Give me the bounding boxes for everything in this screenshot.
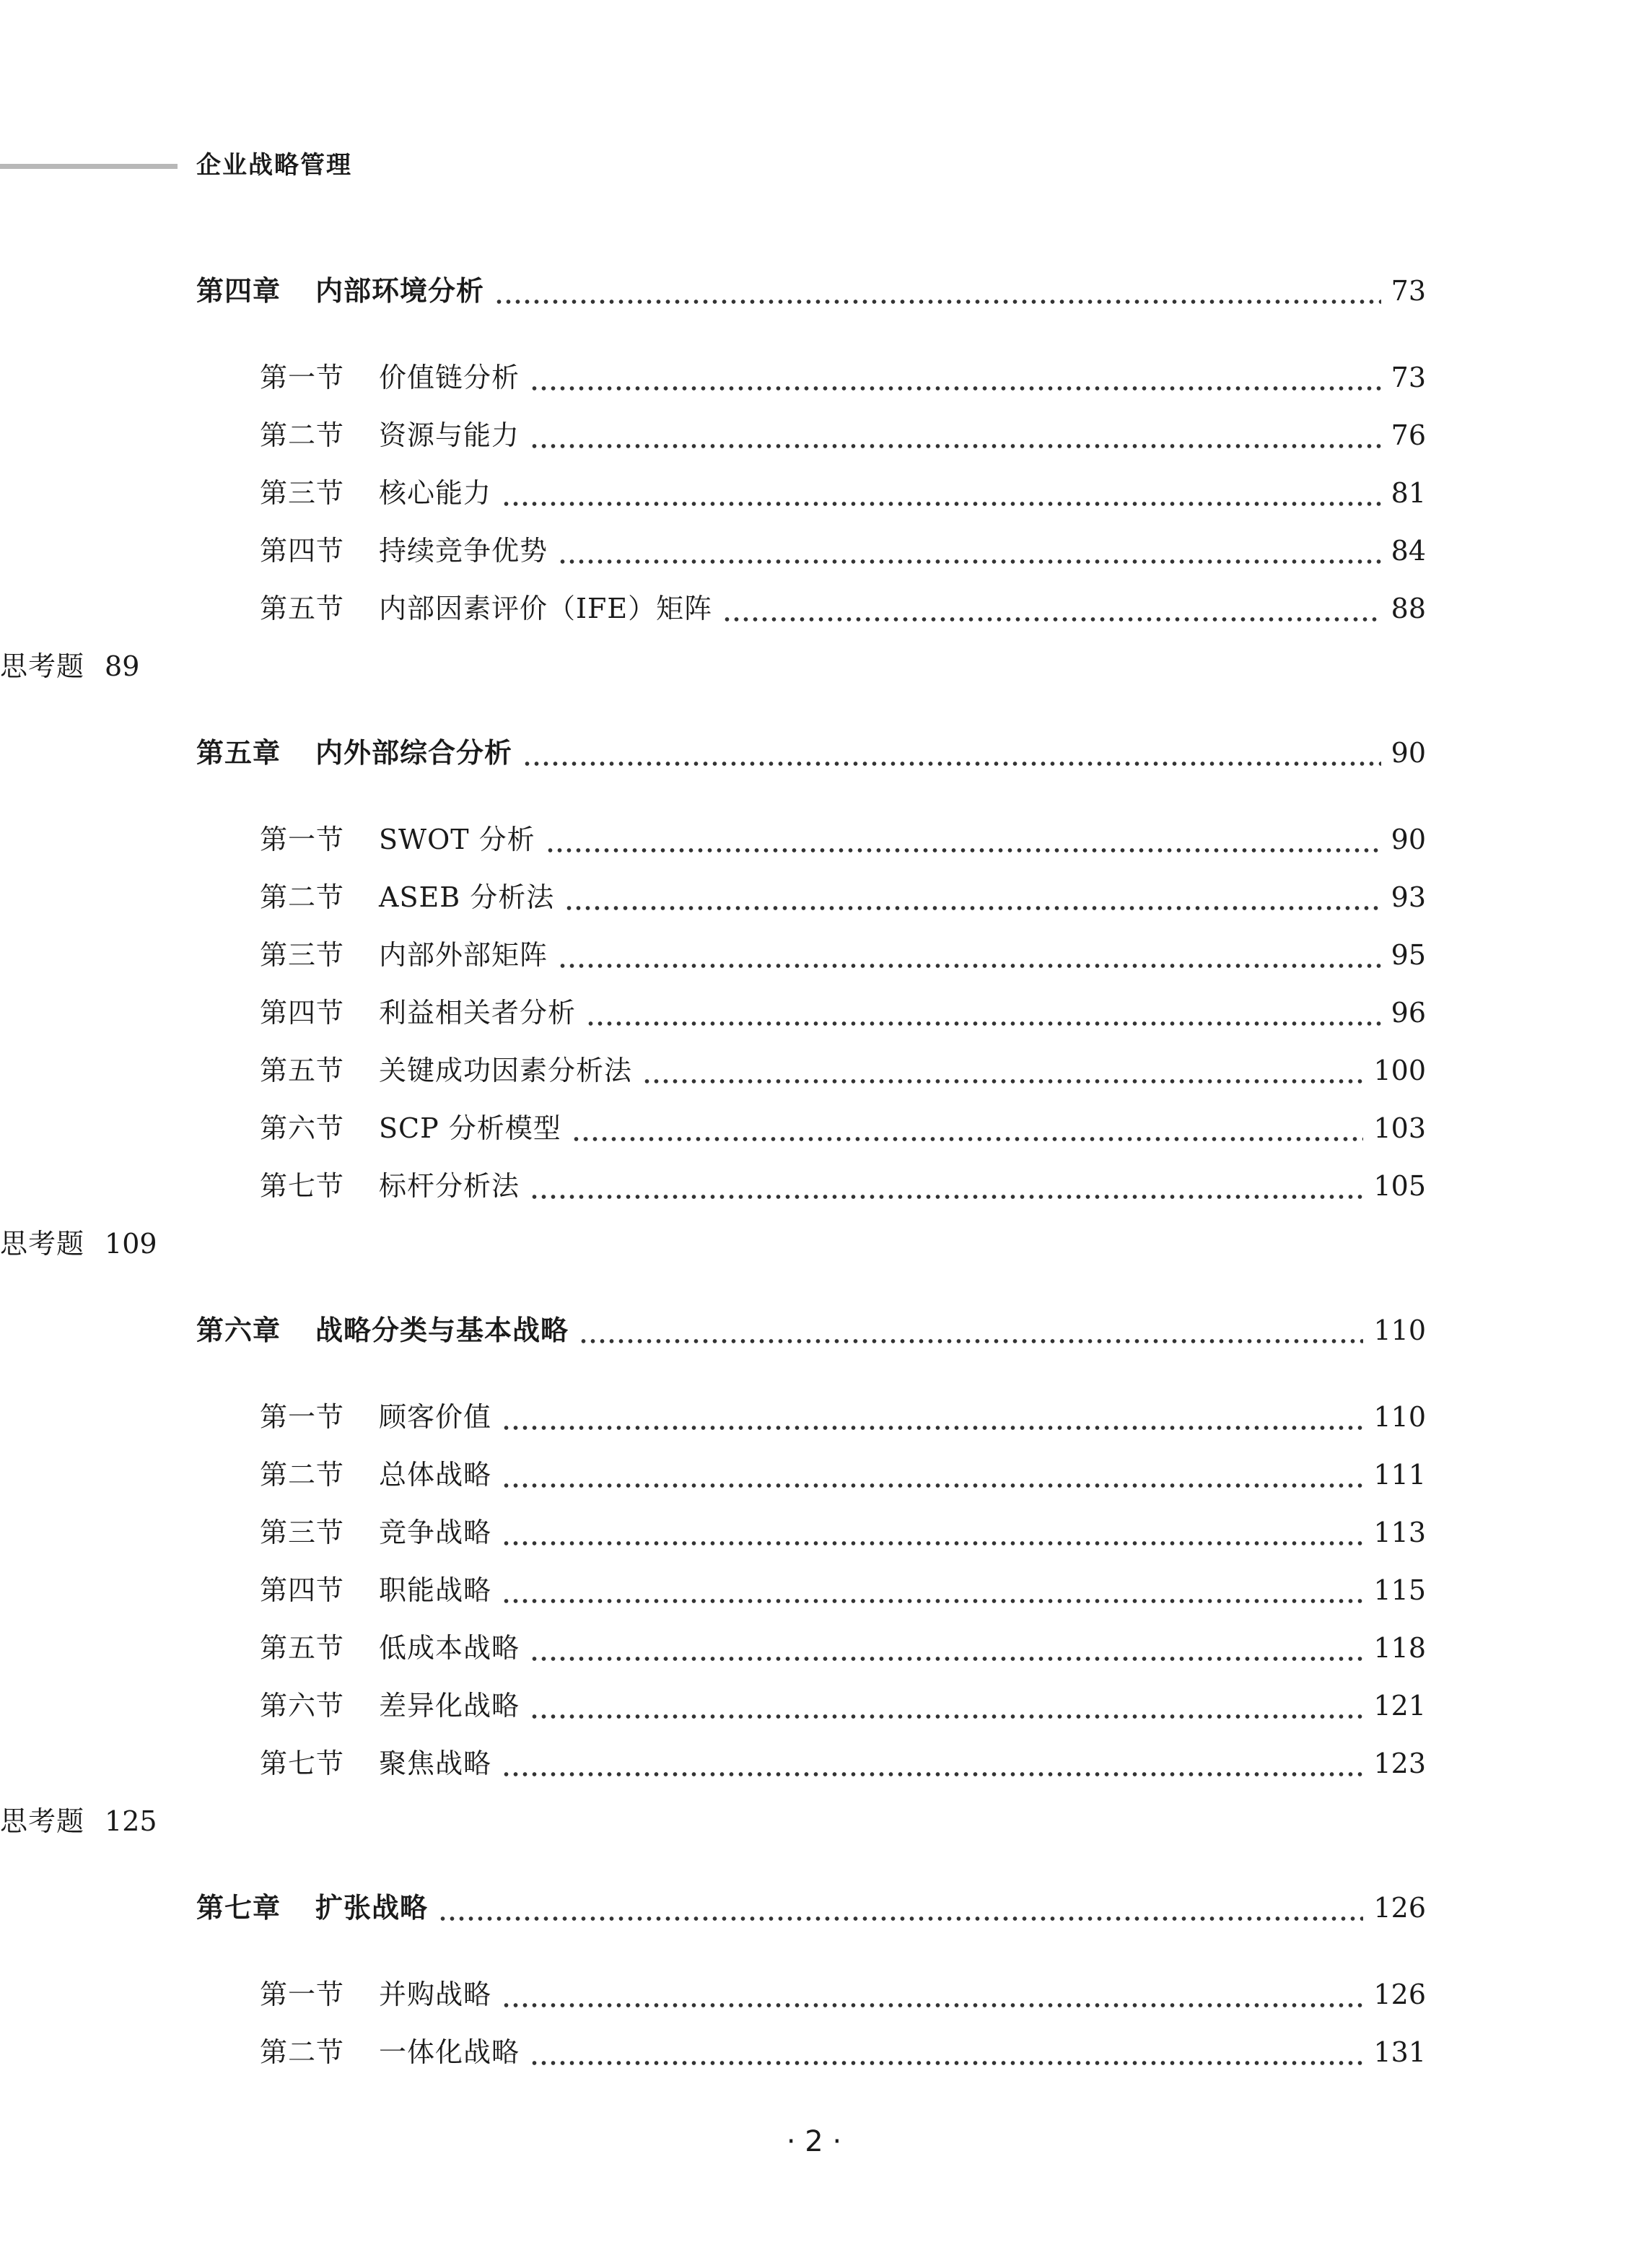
toc-chapter-row[interactable] [196,1310,1426,1351]
toc-page-number: 81 [1391,477,1426,509]
toc-page-number: 76 [1391,419,1426,451]
toc-exercise-row[interactable] [0,1801,157,1841]
toc-page-number: 110 [1373,1314,1426,1346]
toc-section-title: 竞争战略 [379,1517,492,1548]
toc-section-row[interactable] [260,935,1426,975]
toc-chapter-title: 内外部综合分析 [315,737,513,769]
toc-section-title: 低成本战略 [379,1632,520,1664]
toc-section-row[interactable] [260,877,1426,917]
toc-page-number: 110 [1373,1401,1426,1433]
dot-leader [502,1476,1363,1495]
toc-section-title: SWOT 分析 [379,824,535,855]
dot-leader [530,1707,1363,1726]
toc-section-title: 顾客价值 [379,1401,492,1433]
toc-section-row[interactable] [260,1050,1426,1091]
dot-leader [579,1332,1363,1351]
toc-section-title: 利益相关者分析 [379,997,577,1029]
toc-exercise-row[interactable] [0,1224,157,1264]
toc-page-number: 115 [1373,1574,1426,1606]
toc-chapter-row[interactable] [196,271,1426,311]
toc-page-number: 123 [1373,1748,1426,1779]
dot-leader [502,1765,1363,1784]
toc-section-number: 第五节 [260,593,345,624]
toc-chapter-number: 第六章 [196,1314,281,1346]
toc-page-number: 131 [1373,2036,1426,2068]
toc-page-number: 126 [1373,1979,1426,2010]
toc-section-number: 第四节 [260,997,345,1029]
toc-section-row[interactable] [260,1628,1426,1668]
toc-section-title: ASEB 分析法 [379,881,555,913]
toc-section-number: 第七节 [260,1748,345,1779]
toc-section-row[interactable] [260,1108,1426,1148]
toc-page-number: 96 [1391,997,1426,1029]
toc-page-number: 95 [1391,939,1426,971]
toc-section-title: 总体战略 [379,1459,492,1491]
toc-section-title: 价值链分析 [379,362,520,393]
toc-page-number: 126 [1373,1892,1426,1924]
dot-leader [530,2054,1363,2072]
toc-section-row[interactable] [260,819,1426,860]
toc-section-title: 内部因素评价（IFE）矩阵 [379,593,713,624]
toc-page-number: 111 [1373,1459,1426,1491]
dot-leader [530,437,1381,455]
toc-section-row[interactable] [260,1974,1426,2015]
toc-chapter-title: 内部环境分析 [315,275,485,307]
toc-exercise-row[interactable] [0,646,139,686]
toc-chapter-row[interactable] [196,733,1426,773]
toc-section-row[interactable] [260,1397,1426,1437]
toc-page-number: 73 [1391,362,1426,393]
toc-section-title: 标杆分析法 [379,1170,520,1202]
toc-section-number: 第一节 [260,824,345,855]
toc-page-number: 93 [1391,881,1426,913]
toc-section-title: 差异化战略 [379,1690,520,1722]
toc-page-number: 118 [1373,1632,1426,1664]
toc-section-title: SCP 分析模型 [379,1112,561,1144]
toc-section-title: 一体化战略 [379,2036,520,2068]
toc-section-number: 第一节 [260,362,345,393]
dot-leader [502,1534,1363,1553]
header-rule [0,164,178,169]
toc-page-number: 73 [1391,275,1426,307]
toc-section-number: 第五节 [260,1055,345,1086]
toc-section-row[interactable] [260,1512,1426,1553]
toc-section-title: 关键成功因素分析法 [379,1055,633,1086]
toc-section-title: 持续竞争优势 [379,535,548,567]
toc-section-title: 资源与能力 [379,419,520,451]
toc-page-number: 84 [1391,535,1426,567]
toc-section-title: 聚焦战略 [379,1748,492,1779]
dot-leader [494,292,1381,311]
toc-exercise-title: 思考题 [0,1228,85,1260]
toc-section-title: 职能战略 [379,1574,492,1606]
running-header-title: 企业战略管理 [196,151,352,180]
toc-section-number: 第二节 [260,2036,345,2068]
toc-section-row[interactable] [260,415,1426,455]
dot-leader [502,494,1381,513]
toc-section-row[interactable] [260,531,1426,571]
toc-section-title: 并购战略 [379,1979,492,2010]
toc-section-number: 第三节 [260,939,345,971]
toc-page-number: 90 [1391,824,1426,855]
toc-page-number: 88 [1391,593,1426,624]
toc-section-number: 第二节 [260,1459,345,1491]
toc-section-number: 第三节 [260,1517,345,1548]
toc-section-row[interactable] [260,1454,1426,1495]
toc-section-row[interactable] [260,1570,1426,1610]
dot-leader [546,841,1381,860]
toc-chapter-number: 第七章 [196,1892,281,1924]
toc-chapter-title: 扩张战略 [315,1892,429,1924]
toc-section-row[interactable] [260,588,1426,629]
toc-chapter-number: 第四章 [196,275,281,307]
toc-section-number: 第二节 [260,419,345,451]
toc-section-row[interactable] [260,1685,1426,1726]
toc-exercise-title: 思考题 [0,650,85,682]
toc-page-number: 125 [105,1805,157,1837]
toc-chapter-row[interactable] [196,1888,1426,1928]
dot-leader [522,754,1381,773]
toc-section-title: 核心能力 [379,477,492,509]
dot-leader [722,610,1381,629]
toc-page-number: 109 [105,1228,157,1260]
toc-page-number: 103 [1373,1112,1426,1144]
dot-leader [530,379,1381,398]
toc-section-row[interactable] [260,473,1426,513]
toc-page-number: 100 [1373,1055,1426,1086]
toc-page-number: 89 [105,650,140,682]
page-folio: · 2 · [786,2125,842,2158]
toc-section-number: 第七节 [260,1170,345,1202]
toc-page-number: 105 [1373,1170,1426,1202]
toc-chapter-title: 战略分类与基本战略 [315,1314,569,1346]
toc-section-number: 第六节 [260,1112,345,1144]
toc-section-number: 第一节 [260,1401,345,1433]
dot-leader [530,1649,1363,1668]
dot-leader [564,899,1380,917]
dot-leader [642,1072,1363,1091]
toc-section-number: 第一节 [260,1979,345,2010]
dot-leader [502,1996,1363,2015]
toc-chapter-number: 第五章 [196,737,281,769]
toc-section-title: 内部外部矩阵 [379,939,548,971]
dot-leader [438,1909,1363,1928]
toc-section-number: 第五节 [260,1632,345,1664]
toc-section-row[interactable] [260,993,1426,1033]
toc-section-number: 第四节 [260,1574,345,1606]
dot-leader [558,956,1381,975]
toc-section-row[interactable] [260,1743,1426,1784]
dot-leader [558,552,1381,571]
toc-section-row[interactable] [260,357,1426,398]
toc-page-number: 90 [1391,737,1426,769]
toc-section-number: 第二节 [260,881,345,913]
dot-leader [530,1187,1363,1206]
toc-section-number: 第六节 [260,1690,345,1722]
dot-leader [502,1418,1363,1437]
toc-page-number: 113 [1373,1517,1426,1548]
toc-section-number: 第三节 [260,477,345,509]
dot-leader [586,1014,1381,1033]
toc-section-number: 第四节 [260,535,345,567]
dot-leader [502,1592,1363,1610]
toc-exercise-title: 思考题 [0,1805,85,1837]
toc-section-row[interactable] [260,1166,1426,1206]
toc-page-number: 121 [1373,1690,1426,1722]
toc-section-row[interactable] [260,2032,1426,2072]
dot-leader [572,1130,1364,1148]
